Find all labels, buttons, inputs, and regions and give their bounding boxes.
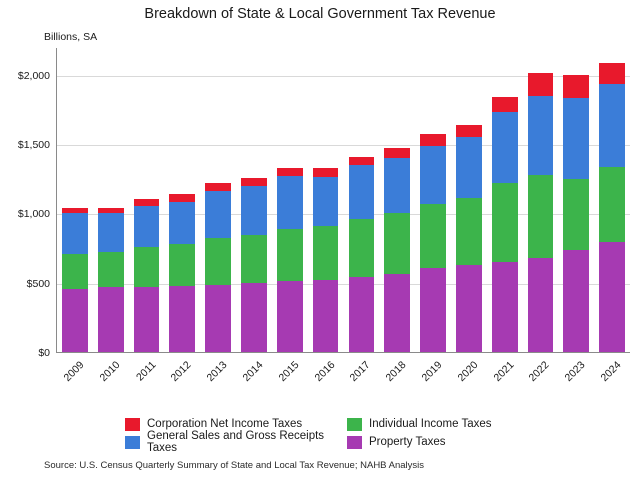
y-axis-tick-label: $1,500 — [17, 139, 50, 152]
legend-item[interactable] — [347, 436, 555, 449]
bar-segment[interactable] — [169, 286, 195, 352]
bar-segment[interactable] — [528, 258, 554, 352]
x-axis-tick-label: 2009 — [61, 359, 87, 385]
bar-segment[interactable] — [313, 226, 339, 280]
bar-segment[interactable] — [169, 194, 195, 202]
bar-segment[interactable] — [98, 287, 124, 352]
x-axis-tick-label: 2019 — [419, 359, 445, 385]
bar-segment[interactable] — [205, 285, 231, 352]
bar-segment[interactable] — [492, 183, 518, 262]
legend-swatch — [347, 418, 362, 431]
y-axis-tick-label: $0 — [38, 347, 50, 359]
bar-segment[interactable] — [599, 63, 625, 84]
bar-segment[interactable] — [349, 165, 375, 219]
bar-segment[interactable] — [134, 199, 160, 206]
bar-segment[interactable] — [528, 175, 554, 258]
bar-group[interactable] — [241, 178, 267, 352]
bar-group[interactable] — [492, 97, 518, 352]
bar-segment[interactable] — [241, 186, 267, 235]
bar-group[interactable] — [420, 134, 446, 352]
bar-segment[interactable] — [62, 289, 88, 352]
bar-group[interactable] — [98, 208, 124, 352]
legend-label: General Sales and Gross Receipts Taxes — [147, 430, 325, 454]
plot-area — [56, 48, 630, 353]
bar-group[interactable] — [528, 73, 554, 352]
bar-segment[interactable] — [349, 277, 375, 352]
bar-segment[interactable] — [492, 112, 518, 183]
legend-swatch — [125, 436, 140, 449]
bar-group[interactable] — [134, 199, 160, 352]
x-axis-tick-label: 2010 — [97, 359, 123, 385]
bar-segment[interactable] — [205, 183, 231, 191]
x-axis-tick-label: 2014 — [240, 359, 266, 385]
x-axis-tick-label: 2015 — [276, 359, 302, 385]
bar-group[interactable] — [599, 63, 625, 352]
bar-group[interactable] — [205, 183, 231, 352]
y-axis-label: Billions, SA — [44, 31, 98, 43]
legend-label: Individual Income Taxes — [369, 418, 492, 430]
legend-item[interactable] — [125, 430, 333, 454]
bar-segment[interactable] — [62, 254, 88, 289]
x-axis-tick-label: 2011 — [133, 359, 159, 384]
chart-legend — [125, 415, 555, 454]
bar-segment[interactable] — [456, 125, 482, 137]
bar-segment[interactable] — [492, 262, 518, 352]
bar-segment[interactable] — [420, 134, 446, 146]
bar-segment[interactable] — [134, 287, 160, 352]
x-axis-tick-label: 2016 — [312, 359, 338, 385]
bar-segment[interactable] — [169, 244, 195, 286]
legend-swatch — [125, 418, 140, 431]
bar-segment[interactable] — [599, 84, 625, 166]
bar-segment[interactable] — [98, 213, 124, 252]
bar-segment[interactable] — [563, 250, 589, 352]
bar-group[interactable] — [62, 208, 88, 352]
bar-segment[interactable] — [169, 202, 195, 244]
y-axis-tick-label: $2,000 — [17, 69, 50, 82]
bar-segment[interactable] — [313, 280, 339, 352]
bar-segment[interactable] — [134, 247, 160, 287]
bar-segment[interactable] — [563, 98, 589, 178]
bar-segment[interactable] — [456, 137, 482, 198]
bar-segment[interactable] — [277, 176, 303, 229]
bar-segment[interactable] — [98, 252, 124, 287]
bar-segment[interactable] — [456, 198, 482, 265]
bar-segment[interactable] — [241, 235, 267, 283]
chart-title: Breakdown of State & Local Government Tax Revenue — [144, 6, 496, 22]
bar-segment[interactable] — [205, 238, 231, 285]
bar-segment[interactable] — [62, 213, 88, 253]
bar-segment[interactable] — [277, 281, 303, 352]
x-axis-tick-label: 2017 — [347, 359, 373, 385]
bar-segment[interactable] — [349, 219, 375, 277]
bar-segment[interactable] — [563, 75, 589, 98]
y-axis-tick-label: $1,000 — [17, 208, 50, 221]
bar-group[interactable] — [169, 194, 195, 352]
bar-group[interactable] — [277, 168, 303, 352]
legend-item[interactable] — [347, 418, 555, 431]
bar-segment[interactable] — [384, 274, 410, 352]
bar-segment[interactable] — [134, 206, 160, 248]
bar-segment[interactable] — [599, 167, 625, 243]
bar-segment[interactable] — [528, 96, 554, 175]
bar-segment[interactable] — [277, 168, 303, 176]
x-axis-tick-label: 2022 — [526, 359, 552, 385]
bar-segment[interactable] — [456, 265, 482, 352]
x-axis-tick-label: 2018 — [383, 359, 409, 385]
source-note: Source: U.S. Census Quarterly Summary of State and Local Tax Revenue; NAHB Analysis — [44, 460, 424, 471]
legend-item[interactable] — [125, 418, 333, 431]
bar-segment[interactable] — [420, 146, 446, 204]
bar-group[interactable] — [563, 75, 589, 352]
bar-group[interactable] — [384, 148, 410, 352]
bar-segment[interactable] — [528, 73, 554, 96]
bar-series-group — [57, 48, 630, 352]
bar-segment[interactable] — [384, 213, 410, 273]
bar-segment[interactable] — [384, 148, 410, 158]
bar-segment[interactable] — [599, 242, 625, 352]
bar-segment[interactable] — [492, 97, 518, 112]
legend-label: Corporation Net Income Taxes — [147, 418, 303, 430]
bar-segment[interactable] — [420, 204, 446, 268]
bar-segment[interactable] — [563, 179, 589, 250]
bar-segment[interactable] — [349, 157, 375, 165]
x-axis-tick-label: 2013 — [204, 359, 230, 385]
x-axis-tick-label: 2012 — [168, 359, 194, 385]
legend-swatch — [347, 436, 362, 449]
x-axis-tick-label: 2021 — [491, 359, 517, 385]
bar-segment[interactable] — [241, 178, 267, 186]
legend-label: Property Taxes — [369, 436, 446, 448]
x-axis-tick-label: 2024 — [598, 359, 624, 385]
bar-group[interactable] — [313, 168, 339, 352]
x-axis-tick-label: 2023 — [562, 359, 588, 385]
bar-segment[interactable] — [313, 177, 339, 226]
bar-segment[interactable] — [277, 229, 303, 281]
bar-group[interactable] — [456, 125, 482, 352]
bar-group[interactable] — [349, 157, 375, 352]
bar-segment[interactable] — [420, 268, 446, 352]
x-axis-tick-label: 2020 — [455, 359, 481, 385]
y-axis-tick-label: $500 — [26, 277, 50, 290]
bar-segment[interactable] — [313, 168, 339, 176]
bar-segment[interactable] — [205, 191, 231, 238]
bar-segment[interactable] — [384, 158, 410, 213]
bar-segment[interactable] — [241, 283, 267, 352]
